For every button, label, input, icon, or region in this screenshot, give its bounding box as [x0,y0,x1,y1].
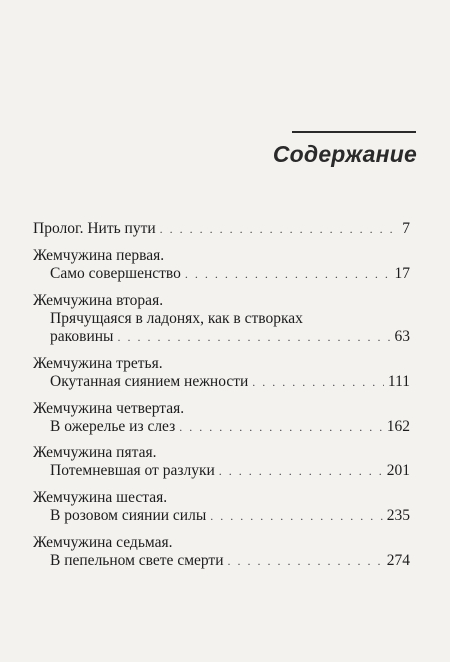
toc-chapter-6 [33,488,410,507]
toc-entry-text: В розовом сиянии силы [50,507,207,524]
toc-entry-text: Пролог. Нить пути [33,220,156,237]
toc-chapter-title: Жемчужина седьмая. [33,534,173,551]
toc-chapter-title: Жемчужина третья. [33,355,163,372]
toc-entry-6 [50,506,410,526]
dot-leader [179,418,383,437]
toc-entry-text: В ожерелье из слез [50,418,176,435]
toc-chapter-title: Жемчужина вторая. [33,292,164,309]
toc-entry-text: Окутанная сиянием нежности [50,373,249,390]
toc-chapter-title: Жемчужина первая. [33,247,165,264]
toc-entry-2 [50,327,410,347]
dot-leader [252,373,384,392]
toc-entry-text: Само совершенство [50,265,181,282]
toc-entry-text: раковины [50,328,114,345]
table-of-contents [33,0,410,662]
toc-chapter-1 [33,246,410,265]
dot-leader [160,220,399,239]
toc-entry-text: Потемневшая от разлуки [50,462,215,479]
toc-page-number: 17 [394,265,410,282]
toc-chapter-5 [33,443,410,462]
toc-chapter-title: Жемчужина пятая. [33,444,157,461]
toc-entry-text: Прячущаяся в ладонях, как в створках [50,310,303,327]
toc-chapter-2 [33,291,410,310]
dot-leader [219,462,383,481]
page-title: Содержание [272,141,417,167]
toc-entry-2-line1 [50,309,410,328]
toc-chapter-4 [33,399,410,418]
toc-entry-3 [50,372,410,392]
toc-entry-4 [50,417,410,437]
toc-page-number: 111 [387,373,410,390]
toc-chapter-title: Жемчужина шестая. [33,489,168,506]
toc-entry-prolog [33,219,410,239]
toc-chapter-7 [33,533,410,552]
toc-entry-7 [50,551,410,571]
toc-entry-5 [50,461,410,481]
dot-leader [117,328,390,347]
toc-page-number: 235 [386,507,410,524]
toc-page-number: 201 [386,462,410,479]
dot-leader [210,507,383,526]
toc-chapter-3 [33,354,410,373]
toc-page-number: 162 [386,418,410,435]
dot-leader [228,552,383,571]
toc-page-number: 63 [394,328,410,345]
toc-entry-text: В пепельном свете смерти [50,552,224,569]
toc-entry-1 [50,264,410,284]
toc-chapter-title: Жемчужина четвертая. [33,400,185,417]
toc-page-number: 7 [402,220,410,237]
toc-page-number: 274 [386,552,410,569]
dot-leader [185,265,391,284]
